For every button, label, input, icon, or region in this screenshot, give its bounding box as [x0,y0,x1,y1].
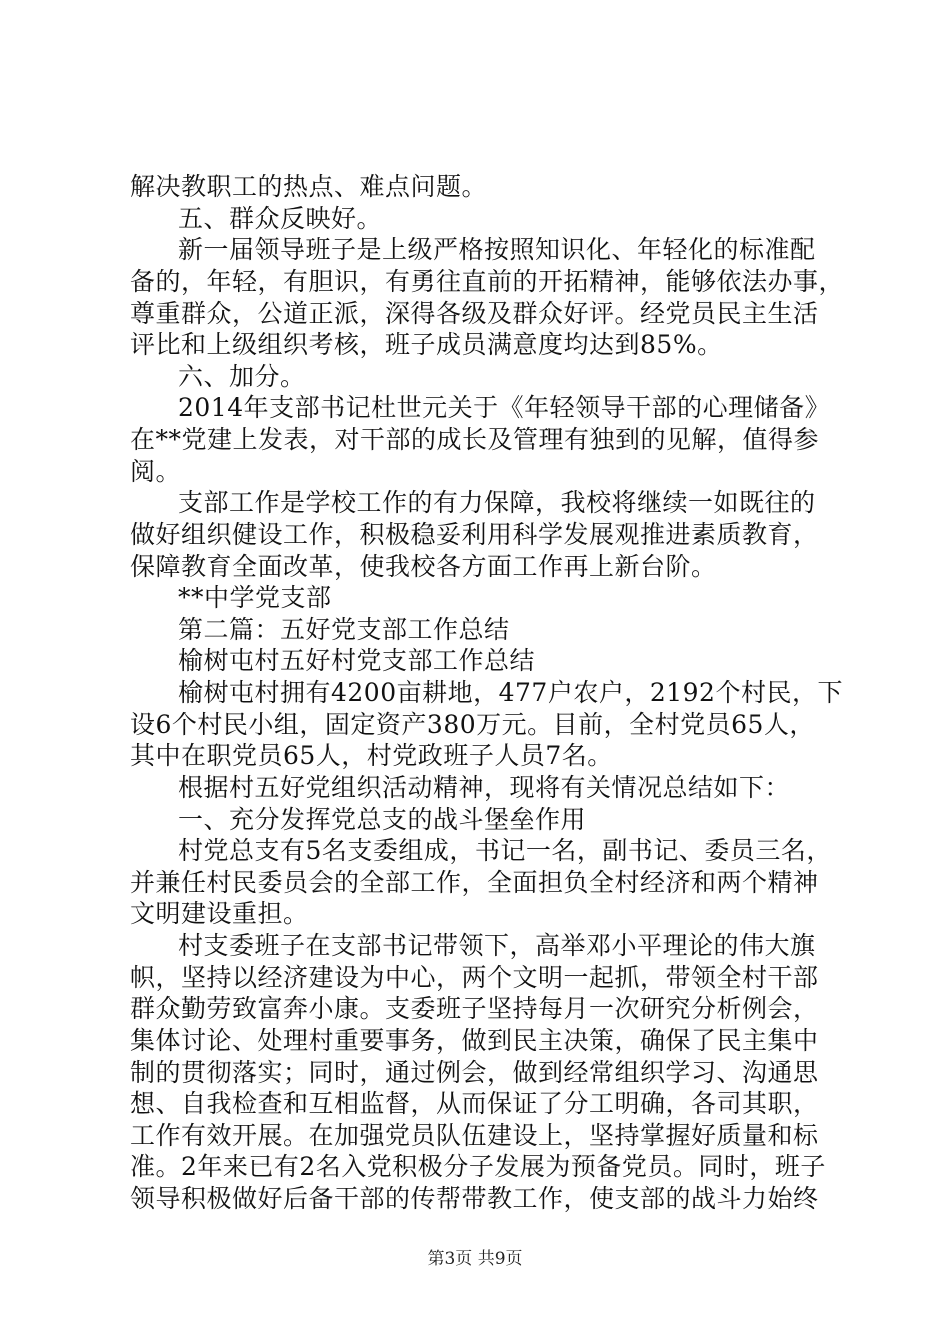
text-line: 领导积极做好后备干部的传帮带教工作，使支部的战斗力始终 [130,1184,819,1213]
text-line: 村党总支有5名支委组成，书记一名，副书记、委员三名， [178,836,832,865]
section-heading: 六、加分。 [178,362,306,391]
document-title: 榆树屯村五好村党支部工作总结 [178,646,536,675]
text-line: 阅。 [130,457,182,486]
text-line: 设6个村民小组，固定资产380万元。目前，全村党员65人， [130,710,815,739]
text-line: 其中在职党员65人，村党政班子人员7名。 [130,741,613,770]
text-line: 保障教育全面改革，使我校各方面工作再上新台阶。 [130,552,717,581]
text-line: 工作有效开展。在加强党员队伍建设上，坚持掌握好质量和标 [130,1121,819,1150]
text-line: 榆树屯村拥有4200亩耕地，477户农户，2192个村民，下 [178,678,843,707]
text-line: 解决教职工的热点、难点问题。 [130,172,488,201]
text-line: 在**党建上发表，对干部的成长及管理有独到的见解，值得参 [130,425,820,454]
text-line: 想、自我检查和互相监督，从而保证了分工明确，各司其职， [130,1089,819,1118]
text-line: 文明建设重担。 [130,899,309,928]
text-line: 制的贯彻落实；同时，通过例会，做到经常组织学习、沟通思 [130,1058,819,1087]
text-line: 根据村五好党组织活动精神，现将有关情况总结如下： [178,773,791,802]
text-line: 准。2年来已有2名入党积极分子发展为预备党员。同时，班子 [130,1152,826,1181]
text-line: 新一届领导班子是上级严格按照知识化、年轻化的标准配 [178,235,816,264]
text-line: 备的，年轻，有胆识，有勇往直前的开拓精神，能够依法办事， [130,267,845,296]
signature-line: **中学党支部 [178,583,332,612]
section-heading: 五、群众反映好。 [178,204,383,233]
page-footer: 第3页 共9页 [427,1249,523,1269]
text-line: 并兼任村民委员会的全部工作，全面担负全村经济和两个精神 [130,868,819,897]
text-line: 村支委班子在支部书记带领下，高举邓小平理论的伟大旗 [178,931,816,960]
text-line: 集体讨论、处理村重要事务，做到民主决策，确保了民主集中 [130,1026,819,1055]
section-heading: 一、充分发挥党总支的战斗堡垒作用 [178,805,587,834]
chapter-title: 第二篇：五好党支部工作总结 [178,615,510,644]
text-line: 2014年支部书记杜世元关于《年轻领导干部的心理储备》 [178,393,831,422]
text-line: 评比和上级组织考核，班子成员满意度均达到85%。 [130,330,723,359]
text-line: 群众勤劳致富奔小康。支委班子坚持每月一次研究分析例会， [130,994,819,1023]
text-line: 做好组织健设工作，积极稳妥利用科学发展观推进素质教育， [130,520,819,549]
text-line: 支部工作是学校工作的有力保障，我校将继续一如既往的 [178,488,816,517]
text-line: 帜，坚持以经济建设为中心，两个文明一起抓，带领全村干部 [130,963,819,992]
text-line: 尊重群众，公道正派，深得各级及群众好评。经党员民主生活 [130,299,819,328]
